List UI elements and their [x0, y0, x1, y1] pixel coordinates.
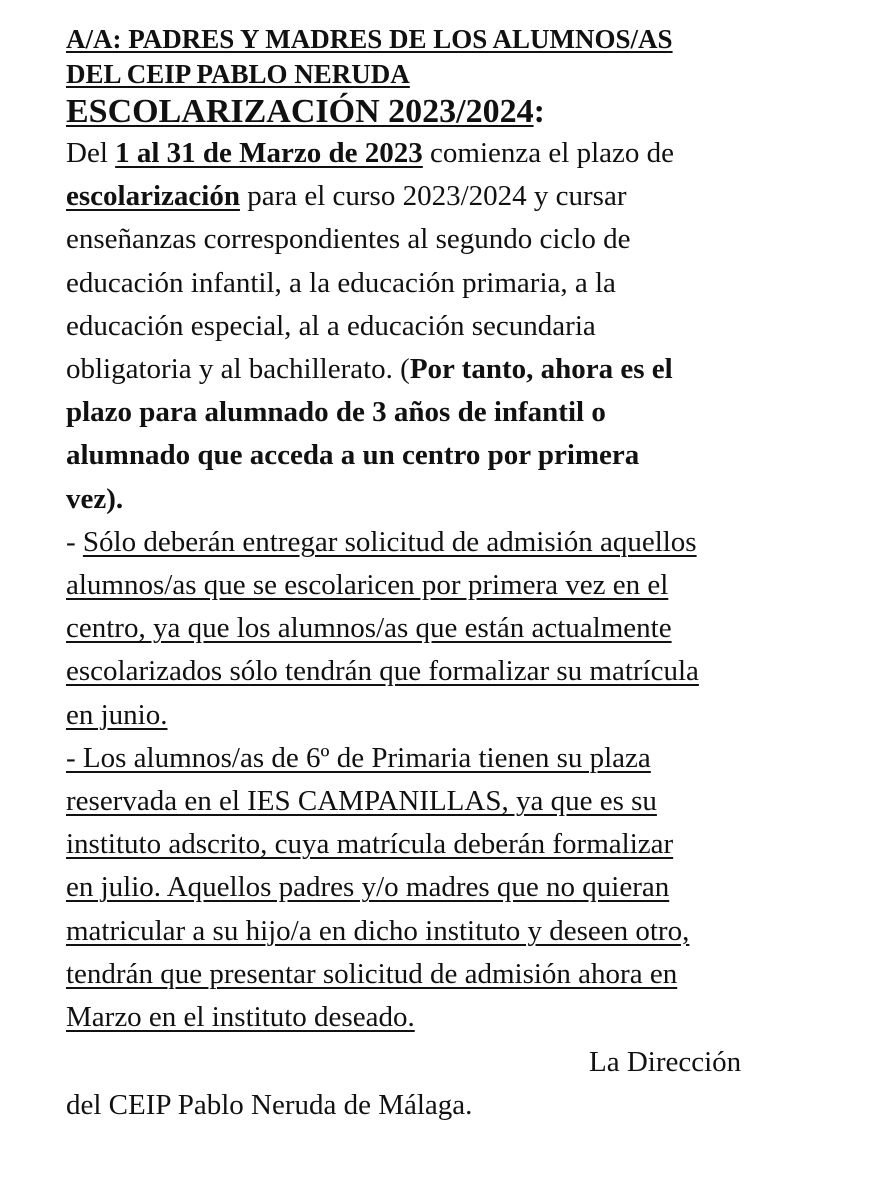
notice-body	[66, 132, 866, 1039]
underlined-run: instituto adscrito, cuya matrícula deberán formalizar	[66, 828, 674, 861]
signature-line-2: del CEIP Pablo Neruda de Málaga.	[66, 1089, 473, 1122]
body-line: enseñanzas correspondientes al segundo ciclo de	[66, 223, 631, 256]
text-run: para el curso 2023/2024 y cursar	[239, 180, 627, 213]
notice-title-text: ESCOLARIZACIÓN 2023/2024	[66, 93, 534, 130]
keyword-escolarizacion: escolarización	[66, 180, 240, 213]
underlined-run: escolarizados sólo tendrán que formalizar su matrícula	[66, 655, 699, 688]
underlined-run: centro, ya que los alumnos/as que están actualmente	[66, 612, 672, 645]
body-line	[66, 348, 866, 391]
body-line	[66, 175, 866, 218]
body-line	[66, 694, 866, 737]
underlined-run: Sólo deberán entregar solicitud de admisión aquellos	[82, 525, 697, 558]
addressee-line-1: A/A: PADRES Y MADRES DE LOS ALUMNOS/AS	[66, 24, 673, 54]
body-line	[66, 521, 866, 564]
text-run: Del	[66, 137, 116, 169]
body-line	[66, 780, 866, 823]
body-line	[66, 823, 866, 866]
notice-title-colon: :	[533, 93, 545, 130]
body-line	[66, 564, 866, 607]
addressee-line-2: DEL CEIP PABLO NERUDA	[66, 59, 410, 89]
notice-title	[66, 92, 866, 132]
notice-document	[66, 22, 866, 1127]
body-line: educación especial, al a educación secundaria	[66, 309, 596, 342]
underlined-run: en junio.	[66, 698, 168, 731]
body-line-bold: alumnado que acceda a un centro por primera	[66, 439, 640, 472]
body-line-bold: vez).	[66, 482, 124, 515]
bold-run: Por tanto, ahora es el	[409, 353, 673, 386]
body-line	[66, 132, 866, 175]
underlined-run: - Los alumnos/as de 6º de Primaria tienen su plaza	[66, 741, 651, 774]
body-line: educación infantil, a la educación primaria, a la	[66, 266, 616, 299]
body-line	[66, 996, 866, 1039]
underlined-run: reservada en el IES CAMPANILLAS, ya que es su	[66, 785, 657, 818]
underlined-run: Marzo en el instituto deseado.	[66, 1001, 415, 1034]
underlined-run: tendrán que presentar solicitud de admisión ahora en	[66, 957, 678, 990]
date-range: 1 al 31 de Marzo de 2023	[115, 137, 423, 169]
underlined-run: matricular a su hijo/a en dicho instituto y deseen otro,	[66, 914, 690, 947]
text-run: comienza el plazo de	[422, 137, 674, 169]
body-line	[66, 866, 866, 909]
signature-line-1: La Dirección	[589, 1046, 742, 1079]
body-line	[66, 650, 866, 693]
underlined-run: alumnos/as que se escolaricen por primera vez en el	[66, 569, 669, 602]
text-run: -	[66, 525, 83, 558]
text-run: obligatoria y al bachillerato. (	[66, 353, 410, 386]
body-line	[66, 607, 866, 650]
body-line	[66, 953, 866, 996]
body-line	[66, 910, 866, 953]
body-line-bold: plazo para alumnado de 3 años de infantil o	[66, 396, 606, 429]
underlined-run: en julio. Aquellos padres y/o madres que no quieran	[66, 871, 670, 904]
body-line	[66, 737, 866, 780]
